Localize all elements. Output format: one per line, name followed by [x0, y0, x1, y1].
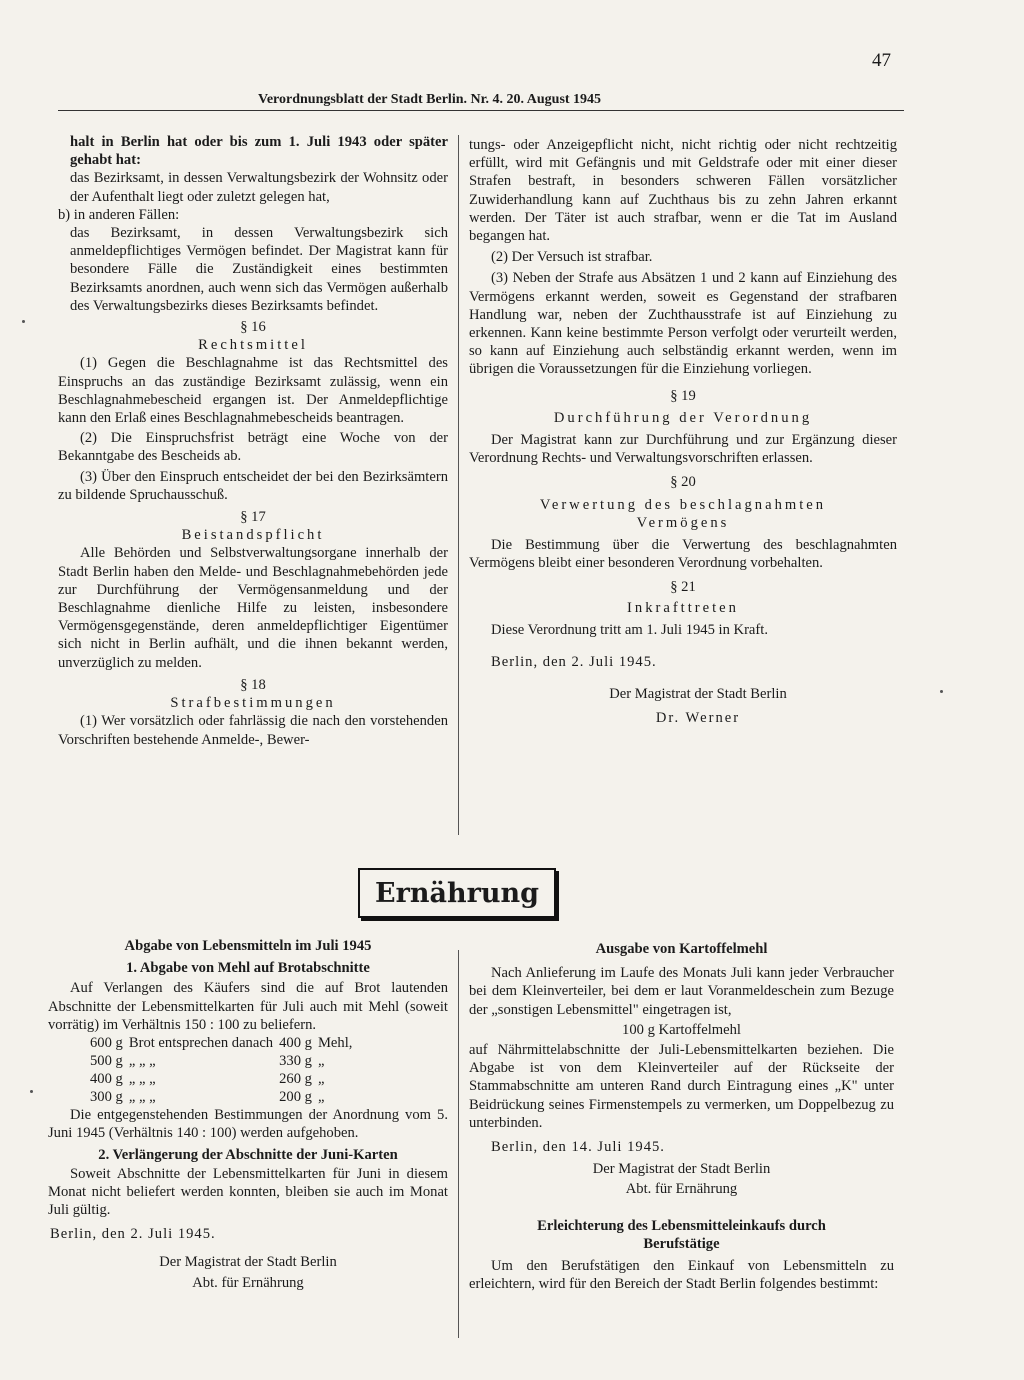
section-number: § 16	[240, 319, 266, 336]
paragraph: Alle Behörden und Selbstverwaltungsorgane innerhalb der Stadt Berlin haben den Melde- und Beschlagnahmebehörden jede zur Durchführung der Vermögensanmeldung und der Beschlagnahme dienliche Hilfe zu leisten, insbesondere Vermögensgegenstände, deren anmeldepflichtiger Eigentümer sich nicht in Berlin aufhält, und die ihnen bekannt werden, unverzüglich zu melden.	[58, 545, 448, 671]
section-number: § 19	[670, 387, 696, 404]
date-line: Berlin, den 2. Juli 1945.	[491, 654, 657, 671]
date-line: Berlin, den 14. Juli 1945.	[491, 1139, 665, 1156]
paragraph: Der Magistrat kann zur Durchführung und zur Ergänzung dieser Verordnung Rechts- und Verwaltungsvorschriften erlassen.	[469, 432, 897, 467]
table-cell: „	[317, 1089, 325, 1106]
article-title: Erleichterung des Lebensmitteleinkaufs durch	[537, 1217, 826, 1234]
signature-name: Dr. Werner	[655, 710, 741, 727]
table-cell: 260 g	[279, 1071, 312, 1088]
paragraph: Die entgegenstehenden Bestimmungen der Anordnung vom 5. Juni 1945 (Verhältnis 140 : 100) werden aufgehoben.	[48, 1107, 448, 1142]
date-line: Berlin, den 2. Juli 1945.	[50, 1226, 216, 1243]
table-cell: 400 g	[279, 1035, 312, 1052]
paragraph: Soweit Abschnitte der Lebensmittelkarten für Juni in diesem Monat nicht beliefert werden konnten, bleiben sie auch im Monat Juli gültig.	[48, 1165, 448, 1219]
table-row	[90, 1034, 358, 1052]
table-cell: „ „ „	[128, 1053, 156, 1070]
article-title: Abgabe von Lebensmitteln im Juli 1945	[124, 938, 372, 954]
table-cell: „ „ „	[128, 1089, 156, 1106]
paragraph: das Bezirksamt, in dessen Verwaltungsbezirk sich anmeldepflichtiges Vermögen befindet. Der Magistrat kann für besondere Fälle die Zuständigkeit eines bestimmten Bezirksamts anordnen, auch wenn sich das Vermögen außerhalb des Verwaltungsbezirks dieses Bezirksamts befindet.	[70, 225, 448, 314]
bottom-left-column	[48, 937, 448, 1292]
table-row	[90, 1088, 358, 1106]
section-title: Inkrafttreten	[627, 599, 739, 616]
paragraph: Nach Anlieferung im Laufe des Monats Juli kann jeder Verbraucher bei dem Kleinverteiler, bei dem er laut Voranmeldeschein zum Bezuge der „sonstigen Lebensmittel" eingetragen ist,	[469, 965, 894, 1018]
paragraph: tungs- oder Anzeigepflicht nicht, nicht richtig oder nicht rechtzeitig erfüllt, wird mit Gefängnis und mit Geldstrafe oder mit einer dieser Strafen bestraft, in besonders schweren Fällen vorsätzlicher Zuwiderhandlung kann auf Zuchthaus bis zu zehn Jahren erkannt werden. Der Täter ist auch strafbar, wenn er die Tat im Ausland begangen hat.	[469, 137, 897, 245]
right-column	[469, 136, 897, 728]
article-title: Berufstätige	[643, 1235, 720, 1252]
table-cell: „	[317, 1053, 325, 1070]
scan-speck	[22, 320, 25, 323]
paragraph: Diese Verordnung tritt am 1. Juli 1945 in Kraft.	[491, 621, 768, 638]
section-heading-box	[358, 868, 556, 918]
paragraph: das Bezirksamt, in dessen Verwaltungsbezirk der Wohnsitz oder der Aufenthalt liegt oder zuletzt gelegen hat,	[70, 170, 448, 205]
left-column	[58, 133, 448, 749]
column-divider	[458, 135, 459, 835]
section-number: § 21	[670, 579, 696, 596]
table-cell: 330 g	[279, 1053, 312, 1070]
section-number: § 18	[240, 676, 266, 693]
table-cell: 500 g	[90, 1053, 123, 1070]
table-cell: 600 g	[90, 1035, 123, 1052]
table-cell: 300 g	[90, 1089, 123, 1106]
paragraph: (1) Wer vorsätzlich oder fahrlässig die nach den vorstehenden Vorschriften bestehende Anmelde-, Bewer-	[58, 713, 448, 748]
signature-line: Der Magistrat der Stadt Berlin	[159, 1254, 337, 1271]
section-title: Vermögens	[636, 514, 730, 531]
page-number: 47	[872, 50, 891, 71]
table-cell: 400 g	[90, 1071, 123, 1088]
section-number: § 17	[240, 509, 266, 526]
table-cell: „ „ „	[128, 1071, 156, 1088]
header-rule	[58, 110, 904, 111]
conversion-table	[90, 1034, 358, 1106]
subheading: 2. Verlängerung der Abschnitte der Juni-Karten	[98, 1147, 398, 1164]
section-number: § 20	[670, 474, 696, 491]
paragraph: Die Bestimmung über die Verwertung des beschlagnahmten Vermögens bleibt einer besonderen Verordnung vorbehalten.	[469, 537, 897, 572]
paragraph: (1) Gegen die Beschlagnahme ist das Rechtsmittel des Einspruchs an das zuständige Bezirksamt zulässig, wenn ein Beschlagnahmebescheid ergangen ist. Der Anmeldepflichtige kann den Erlaß eines Beschlagnahmebescheids beantragen.	[58, 355, 448, 427]
table-row	[90, 1052, 358, 1070]
paragraph: Auf Verlangen des Käufers sind die auf Brot lautenden Abschnitte der Lebensmittelkarten für Juli auch mit Mehl (soweit vorrätig) im Verhältnis 150 : 100 zu beliefern.	[48, 980, 448, 1033]
table-cell: 200 g	[279, 1089, 312, 1106]
article-title: Ausgabe von Kartoffelmehl	[595, 941, 768, 957]
paragraph: (2) Die Einspruchsfrist beträgt eine Woche von der Bekanntgabe des Bescheids ab.	[58, 430, 448, 465]
signature-line: Der Magistrat der Stadt Berlin	[592, 1161, 771, 1178]
amount-line: 100 g Kartoffelmehl	[622, 1021, 741, 1038]
signature-dept: Abt. für Ernährung	[625, 1181, 738, 1198]
signature-line: Der Magistrat der Stadt Berlin	[609, 686, 787, 703]
subheading: 1. Abgabe von Mehl auf Brotabschnitte	[126, 960, 370, 977]
paragraph: halt in Berlin hat oder bis zum 1. Juli 1943 oder später gehabt hat:	[70, 134, 448, 169]
table-row	[90, 1070, 358, 1088]
table-cell: „	[317, 1071, 325, 1088]
paragraph: (2) Der Versuch ist strafbar.	[491, 249, 653, 266]
paragraph: auf Nährmittelabschnitte der Juli-Lebensmittelkarten beziehen. Die Abgabe ist von dem Kleinverteiler auf der Rückseite der Stammabschnitte am unteren Rand durch Eintragung eines „K" unter Beidrückung seines Firmenstempels zu vermerken, um Doppelbezug zu unterbinden.	[469, 1042, 894, 1131]
table-cell: Mehl,	[317, 1035, 353, 1052]
paragraph: Um den Berufstätigen den Einkauf von Lebensmitteln zu erleichtern, wird für den Bereich der Stadt Berlin folgendes bestimmt:	[469, 1258, 894, 1293]
signature-dept: Abt. für Ernährung	[192, 1274, 304, 1291]
paragraph: (3) Neben der Strafe aus Absätzen 1 und 2 kann auf Einziehung des Vermögens erkannt werden, soweit es Gegenstand der strafbaren Handlung war, neben der Zuchthausstrafe ist auf Einziehung zu erkennen. Kann keine bestimmte Person verfolgt oder verurteilt werden, so kann auf Einziehung auch selbständig erkannt werden, wenn im übrigen die Voraussetzungen für die Einziehung vorliegen.	[469, 270, 897, 378]
section-title: Durchführung der Verordnung	[553, 409, 813, 426]
table-cell: Brot entsprechen danach	[128, 1035, 274, 1052]
section-heading: Ernährung	[375, 877, 539, 909]
scan-speck	[30, 1090, 33, 1093]
section-title: Beistandspflicht	[181, 527, 325, 544]
section-title: Verwertung des beschlagnahmten	[539, 496, 827, 513]
section-title: Rechtsmittel	[198, 337, 308, 354]
running-head: Verordnungsblatt der Stadt Berlin. Nr. 4. 20. August 1945	[258, 92, 602, 107]
scan-speck	[940, 690, 943, 693]
column-divider	[458, 950, 459, 1338]
section-title: Strafbestimmungen	[170, 695, 336, 712]
paragraph: (3) Über den Einspruch entscheidet der bei den Bezirksämtern zu bildende Spruchausschuß.	[58, 468, 448, 503]
paragraph: b) in anderen Fällen:	[58, 206, 180, 223]
bottom-right-column	[469, 940, 894, 1293]
